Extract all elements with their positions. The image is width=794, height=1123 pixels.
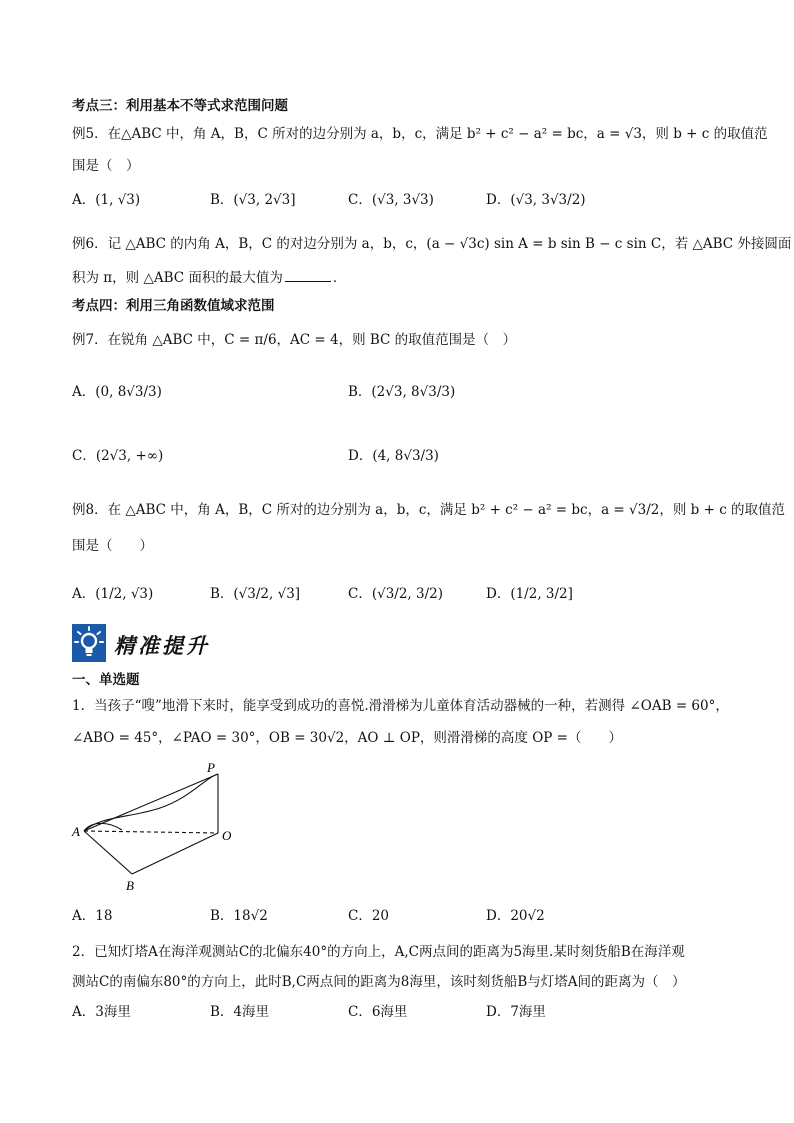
ex8-line2: 围是（ ） (72, 538, 153, 554)
ex5-line1: 例5．在△ABC 中，角 A，B，C 所对的边分别为 a，b，c，满足 b² + c² − a² = bc，a = √3，则 b + c 的取值范 (72, 126, 768, 142)
label-o: O (222, 828, 232, 843)
ex8-option-d: D．(1/2, 3/2] (486, 586, 573, 602)
ex6-line2 (72, 268, 732, 288)
q2-option-a: A．3海里 (72, 1004, 131, 1020)
ex8-option-a: A．(1/2, √3) (72, 586, 154, 602)
lightbulb-icon (72, 624, 106, 662)
q1-option-b: B．18√2 (210, 908, 268, 924)
q2-option-b: B．4海里 (210, 1004, 270, 1020)
slide-diagram (70, 758, 260, 898)
banner-title: 精准提升 (114, 634, 210, 658)
q2-line1: 2．已知灯塔A在海洋观测站C的北偏东40°的方向上，A,C两点间的距离为5海里.某时刻货船B在海洋观 (72, 944, 685, 960)
q1-option-a: A．18 (72, 908, 113, 924)
ex7-line1: 例7．在锐角 △ABC 中，C = π/6，AC = 4，则 BC 的取值范围是（ ） (72, 332, 517, 348)
ex6-line1: 例6．记 △ABC 的内角 A，B，C 的对边分别为 a，b，c，(a − √3c) sin A = b sin B − c sin C，若 △ABC 外接圆面 (72, 236, 792, 252)
ex5-option-b: B．(√3, 2√3] (210, 192, 296, 208)
ex7-option-a: A．(0, 8√3/3) (72, 384, 162, 400)
ex7-option-c: C．(2√3, +∞) (72, 448, 164, 464)
q1-option-c: C．20 (348, 908, 390, 924)
section3-heading: 考点三：利用基本不等式求范围问题 (72, 98, 288, 114)
ex5-option-a: A．(1, √3) (72, 192, 141, 208)
ex5-line2: 围是（ ） (72, 158, 140, 174)
ex6-line2-end: ． (332, 270, 347, 286)
ex8-option-b: B．(√3/2, √3] (210, 586, 301, 602)
q1-option-d: D．20√2 (486, 908, 545, 924)
q2-option-c: C．6海里 (348, 1004, 408, 1020)
ex8-line1: 例8．在 △ABC 中，角 A，B，C 所对的边分别为 a，b，c，满足 b² + c² − a² = bc，a = √3/2，则 b + c 的取值范 (72, 502, 786, 518)
q2-option-d: D．7海里 (486, 1004, 546, 1020)
single-choice-heading: 一、单选题 (72, 672, 140, 688)
q1-line2: ∠ABO = 45°，∠PAO = 30°，OB = 30√2，AO ⊥ OP，则滑滑梯的高度 OP =（ ） (72, 730, 622, 746)
label-p: P (207, 760, 215, 775)
ex6-line2-text: 积为 π，则 △ABC 面积的最大值为 (72, 270, 283, 286)
label-a: A (72, 824, 80, 839)
ex5-option-c: C．(√3, 3√3) (348, 192, 434, 208)
q1-line1: 1．当孩子“嗖”地滑下来时，能享受到成功的喜悦.滑滑梯为儿童体育活动器械的一种，若测得 ∠OAB = 60°， (72, 698, 729, 714)
section-banner (72, 624, 732, 664)
ex5-option-d: D．(√3, 3√3/2) (486, 192, 586, 208)
q2-line2: 测站C的南偏东80°的方向上，此时B,C两点间的距离为8海里，该时刻货船B与灯塔A间的距离为（ ） (72, 974, 686, 990)
ex7-option-b: B．(2√3, 8√3/3) (348, 384, 456, 400)
label-b: B (126, 878, 134, 893)
ex8-option-c: C．(√3/2, 3/2) (348, 586, 444, 602)
answer-blank (285, 281, 331, 282)
section4-heading: 考点四：利用三角函数值域求范围 (72, 298, 275, 314)
ex7-option-d: D．(4, 8√3/3) (348, 448, 439, 464)
slide-figure (70, 758, 260, 898)
